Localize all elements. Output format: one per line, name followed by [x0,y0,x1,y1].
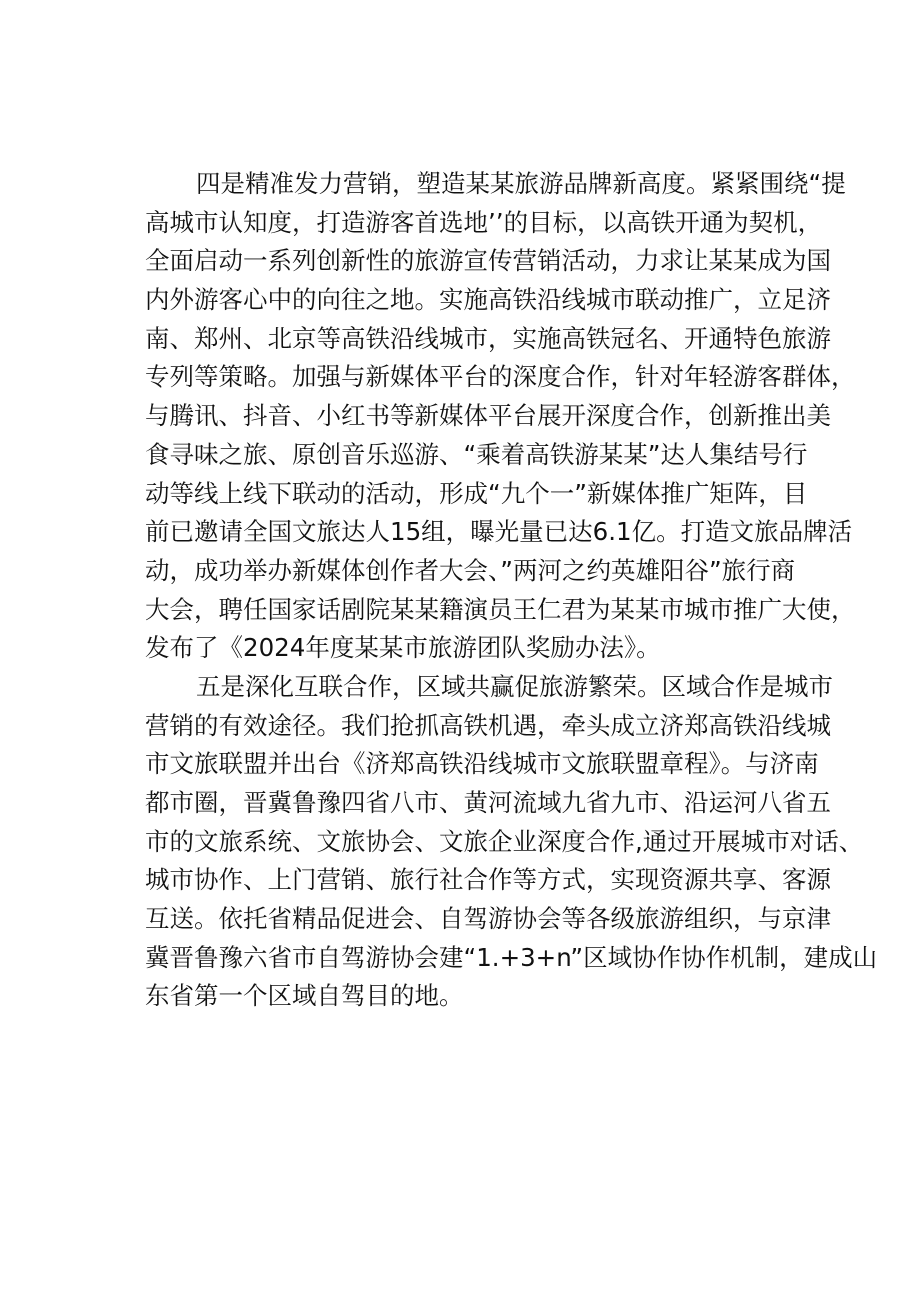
text-line: 城市协作、上门营销、旅行社合作等方式，实现资源共享、客源 [145,865,831,895]
text-line: 动，成功举办新媒体创作者大会、”两河之约英雄阳谷”旅行商 [145,555,796,585]
text-line: 都市圈，晋冀鲁豫四省八市、黄河流域九省九市、沿运河八省五 [145,788,831,817]
text-line: 南、郑州、北京等高铁沿线城市，实施高铁冠名、开通特色旅游 [145,323,831,353]
text-line: 专列等策略。加强与新媒体平台的深度合作，针对年轻游客群体， [145,362,856,392]
text-line: 全面启动一系列创新性的旅游宣传营销活动，力求让某某成为国 [145,246,831,276]
text-line: 四是精准发力营销，塑造某某旅游品牌新高度。紧紧围绕“提 [196,169,846,198]
text-line: 东省第一个区域自驾目的地。 [145,981,464,1011]
text-line: 食寻味之旅、原创音乐巡游、“乘着高铁游某某”达人集结号行 [145,439,808,469]
text-line: 营销的有效途径。我们抢抓高铁机遇，牵头成立济郑高铁沿线城 [145,710,831,740]
text-line: 市文旅联盟并出台《济郑高铁沿线城市文旅联盟章程》。与济南 [145,749,819,779]
text-line: 高城市认知度，打造游客首选地’’的目标，以高铁开通为契机， [145,207,823,237]
text-line: 与腾讯、抖音、小红书等新媒体平台展开深度合作，创新推出美 [145,401,831,431]
text-line: 内外游客心中的向往之地。实施高铁沿线城市联动推广，立足济 [145,285,831,315]
paragraph-marketing [145,165,856,668]
text-line: 发布了《2024年度某某市旅游团队奖励办法》。 [145,633,661,663]
text-line: 市的文旅系统、文旅协会、文旅企业深度合作,通过开展城市对话、 [145,826,864,856]
text-line: 前已邀请全国文旅达人15组，曝光量已达6.1亿。打造文旅品牌活 [145,517,853,547]
text-line: 冀晋鲁豫六省市自驾游协会建“1.+3+n”区域协作协作机制，建成山 [145,942,878,972]
paragraph-regional-cooperation [145,668,878,1016]
text-line: 互送。依托省精品促进会、自驾游协会等各级旅游组织，与京津 [145,904,831,934]
text-line: 五是深化互联合作，区域共赢促旅游繁荣。区域合作是城市 [196,671,833,701]
text-line: 大会，聘任国家话剧院某某籍演员王仁君为某某市城市推广大使， [145,594,856,624]
text-line: 动等线上线下联动的活动，形成“九个一”新媒体推广矩阵，目 [145,478,808,508]
document-body [145,165,878,1016]
